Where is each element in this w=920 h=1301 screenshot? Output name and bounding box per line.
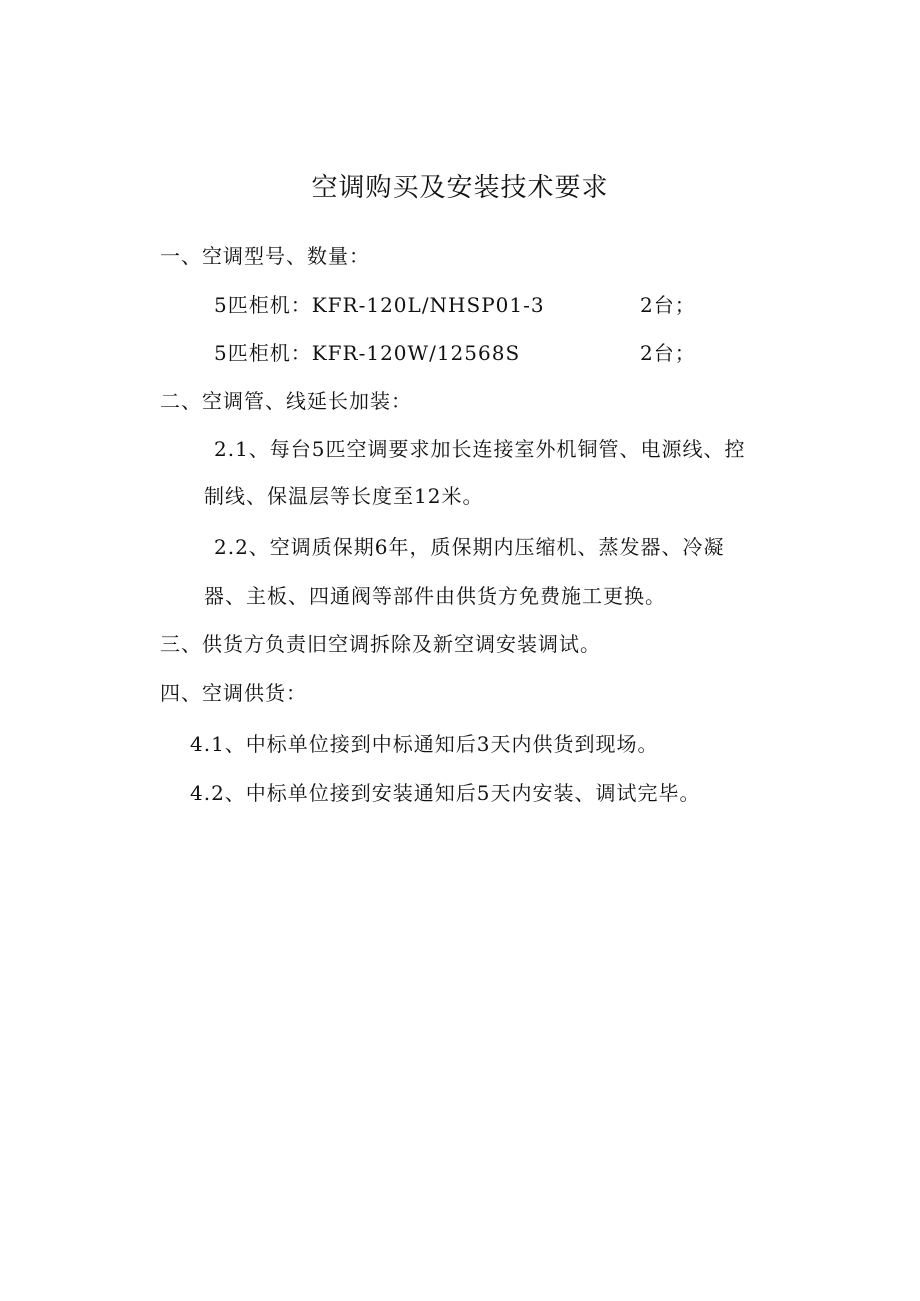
subitem-4-1: 4.1、中标单位接到中标通知后3天内供货到现场。	[190, 732, 659, 756]
model-row-2-model: 5匹柜机：KFR-120W/12568S	[214, 341, 521, 365]
document-title: 空调购买及安装技术要求	[311, 173, 609, 203]
subitem-4-2: 4.2、中标单位接到安装通知后5天内安装、调试完毕。	[190, 781, 701, 805]
model-row-1-qty: 2台；	[640, 293, 696, 317]
paragraph-2-1-line-1: 2.1、每台5匹空调要求加长连接室外机铜管、电源线、控	[214, 437, 746, 461]
model-row-2-qty: 2台；	[640, 341, 696, 365]
paragraph-2-2-line-2: 器、主板、四通阀等部件由供货方免费施工更换。	[204, 584, 666, 608]
model-row-1-model: 5匹柜机：KFR-120L/NHSP01-3	[214, 293, 545, 317]
section-1-heading: 一、空调型号、数量：	[160, 244, 370, 268]
section-2-heading: 二、空调管、线延长加装：	[160, 389, 412, 413]
section-4-heading: 四、空调供货：	[160, 681, 307, 705]
paragraph-2-1-line-2: 制线、保温层等长度至12米。	[204, 484, 484, 508]
section-3-heading: 三、供货方负责旧空调拆除及新空调安装调试。	[160, 632, 601, 656]
paragraph-2-2-line-1: 2.2、空调质保期6年，质保期内压缩机、蒸发器、冷凝	[214, 535, 725, 559]
